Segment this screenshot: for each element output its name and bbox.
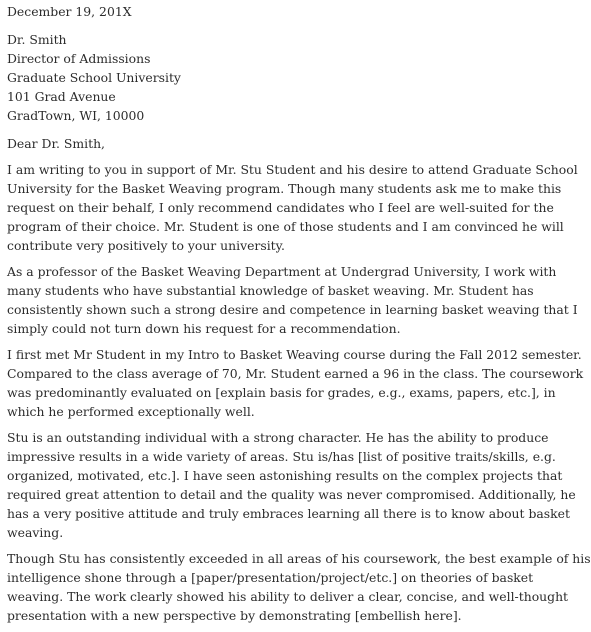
paragraph-line: Though Stu has consistently exceeded in all areas of his coursework, the best example of his (7, 551, 591, 566)
letter-date: December 19, 201X (7, 4, 132, 19)
paragraph-line: program of their choice. Mr. Student is one of those students and I am convinced he will (7, 219, 564, 234)
paragraph-line: Compared to the class average of 70, Mr. Student earned a 96 in the class. The coursework (7, 366, 584, 381)
recipient-city: GradTown, WI, 10000 (7, 108, 145, 123)
paragraph-line: many students who have substantial knowledge of basket weaving. Mr. Student has (7, 283, 534, 298)
paragraph-example (7, 549, 591, 625)
paragraph-line: simply could not turn down his request for a recommendation. (7, 321, 401, 336)
paragraph-line: was predominantly evaluated on [explain basis for grades, e.g., exams, papers, etc.], in (7, 385, 556, 400)
paragraph-line: required great attention to detail and the quality was never compromised. Additionally, he (7, 487, 576, 502)
recipient-title: Director of Admissions (7, 51, 151, 66)
paragraph-line: University for the Basket Weaving program. Though many students ask me to make this (7, 181, 562, 196)
salutation: Dear Dr. Smith, (7, 136, 105, 151)
paragraph-character (7, 428, 576, 542)
paragraph-line: I first met Mr Student in my Intro to Basket Weaving course during the Fall 2012 semester. (7, 347, 582, 362)
paragraph-line: organized, motivated, etc.]. I have seen astonishing results on the complex projects that (7, 468, 563, 483)
paragraph-support (7, 160, 578, 255)
paragraph-line: contribute very positively to your university. (7, 238, 285, 253)
recipient-street: 101 Grad Avenue (7, 89, 116, 104)
paragraph-line: request on their behalf, I only recommend candidates who I feel are well-suited for the (7, 200, 554, 215)
recipient-address (7, 30, 515, 125)
paragraph-line: weaving. (7, 525, 64, 540)
paragraph-line: Stu is an outstanding individual with a strong character. He has the ability to produce (7, 430, 549, 445)
paragraph-line: I am writing to you in support of Mr. Stu Student and his desire to attend Graduate School (7, 162, 578, 177)
paragraph-line: which he performed exceptionally well. (7, 404, 255, 419)
paragraph-course (7, 345, 584, 421)
letter-body (7, 2, 591, 632)
paragraph-line: presentation with a new perspective by demonstrating [embellish here]. (7, 608, 462, 623)
paragraph-line: As a professor of the Basket Weaving Department at Undergrad University, I work with (7, 264, 557, 279)
paragraph-line: impressive results in a wide variety of areas. Stu is/has [list of positive traits/skills, e.g. (7, 449, 556, 464)
recipient-name: Dr. Smith (7, 32, 67, 47)
paragraph-line: weaving. The work clearly showed his ability to deliver a clear, concise, and well-thought (7, 589, 569, 604)
paragraph-line: consistently shown such a strong desire and competence in learning basket weaving that I (7, 302, 578, 317)
paragraph-line: has a very positive attitude and truly embraces learning all there is to know about basket (7, 506, 570, 521)
paragraph-line: intelligence shone through a [paper/presentation/project/etc.] on theories of basket (7, 570, 534, 585)
recipient-organization: Graduate School University (7, 70, 181, 85)
paragraph-professor (7, 262, 578, 338)
